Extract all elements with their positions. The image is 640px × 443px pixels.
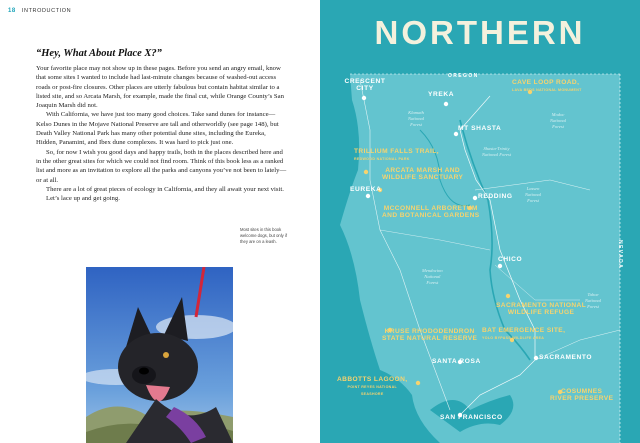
page-number: 18 xyxy=(8,8,16,14)
forest-label-line: Lassen xyxy=(526,186,540,191)
park-name-line: ARCATA MARSH AND xyxy=(385,167,461,174)
forest-shasta-trinity xyxy=(482,146,511,158)
park-subtitle: REDWOOD NATIONAL PARK xyxy=(354,157,410,161)
city-crescent-city xyxy=(344,78,386,92)
park-bat-emergence xyxy=(482,327,565,342)
forest-label-line: National Forest xyxy=(482,152,512,157)
map-title: NORTHERN xyxy=(374,14,586,51)
paragraph: There are a lot of great pieces of ecology in California, and they all await your next visit. xyxy=(46,185,284,193)
park-subtitle: LAVA BEDS NATIONAL MONUMENT xyxy=(512,88,582,92)
park-subtitle: POINT REYES NATIONAL xyxy=(347,385,397,389)
city-santa-rosa: SANTA ROSA xyxy=(432,358,481,365)
city-chico: CHICO xyxy=(498,256,523,263)
park-name: CAVE LOOP ROAD, xyxy=(512,79,580,86)
forest-label-line: Tahoe xyxy=(587,292,599,297)
paragraph: Let’s lace up and get going. xyxy=(46,195,120,203)
park-kruse-rhododendron xyxy=(382,328,477,342)
forest-label-line: Forest xyxy=(587,304,599,309)
park-name-line: AND BOTANICAL GARDENS xyxy=(382,212,480,219)
map-page xyxy=(320,0,640,443)
forest-label-line: Klamath xyxy=(408,110,424,115)
park-name-line: STATE NATURAL RESERVE xyxy=(382,335,478,342)
oregon-label: OREGON xyxy=(448,73,479,79)
park-name-line: COSUMNES xyxy=(561,388,603,395)
forest-label-line: Forest xyxy=(426,280,439,285)
park-subtitle: YOLO BYPASS WILDLIFE AREA xyxy=(482,336,545,340)
park-name-line: MCCONNELL ARBORETUM xyxy=(383,205,478,212)
forest-label-line: National xyxy=(408,116,425,121)
running-head xyxy=(8,8,71,14)
dog-photo xyxy=(86,267,233,443)
city-redding: REDDING xyxy=(478,193,513,200)
forest-label-line: Forest xyxy=(527,198,539,203)
city-eureka: EUREKA xyxy=(350,186,382,193)
park-cave-loop xyxy=(512,79,582,94)
park-name-line: WILDLIFE REFUGE xyxy=(507,309,575,316)
forest-label-line: Mendocino xyxy=(422,268,443,273)
forest-label-line: National xyxy=(424,274,441,279)
nevada-label: NEVADA xyxy=(617,240,623,270)
forest-label-line: National xyxy=(585,298,602,303)
forest-tahoe xyxy=(585,292,601,310)
section-heading: “Hey, What About Place X?” xyxy=(36,48,162,59)
section-name: INTRODUCTION xyxy=(21,8,72,14)
park-sacramento-refuge xyxy=(496,302,586,316)
park-name-line: KRUSE RHODODENDRON xyxy=(384,328,475,335)
forest-label-line: National xyxy=(550,118,567,123)
forest-mendocino xyxy=(422,268,443,286)
forest-lassen xyxy=(525,186,541,204)
city-mt-shasta: MT SHASTA xyxy=(458,125,502,132)
park-name: BAT EMERGENCE SITE, xyxy=(482,327,566,334)
city-sacramento: SACRAMENTO xyxy=(539,354,593,361)
forest-label-line: Modoc xyxy=(551,112,565,117)
park-name-line: WILDLIFE SANCTUARY xyxy=(382,174,464,181)
city-label: CRESCENT CITY xyxy=(344,78,386,92)
sidenote: Most sites in this book welcome dogs, but only if they are on a leash. xyxy=(240,227,288,244)
park-mcconnell-arboretum xyxy=(382,205,480,219)
park-name-line: SACRAMENTO NATIONAL xyxy=(496,302,587,309)
city-san-francisco: SAN FRANCISCO xyxy=(440,414,503,421)
forest-label-line: Shasta-Trinity xyxy=(483,146,510,151)
park-arcata-marsh xyxy=(382,167,463,181)
park-name: TRILLIUM FALLS TRAIL, xyxy=(354,148,439,155)
park-name-line: RIVER PRESERVE xyxy=(550,395,614,402)
park-name: ABBOTTS LAGOON, xyxy=(337,376,408,383)
paragraph: Your favorite place may not show up in these pages. Before you send an angry email, know that some sites I wanted to include had last-minute changes because of washed-out access roads or post-fire closures. Other places are utterly fabulous but contain habitat similar to a listed site, and so Arcata Marsh, for example, made the final cut, while Orange County’s San Joaquin Marsh did not. xyxy=(36,65,284,110)
park-cosumnes-river xyxy=(550,388,613,402)
park-trillium-falls xyxy=(354,148,439,163)
forest-klamath xyxy=(408,110,424,128)
forest-modoc xyxy=(550,112,566,130)
park-subtitle: SEASHORE xyxy=(360,392,384,396)
forest-label-line: Forest xyxy=(552,124,564,129)
paragraph: With California, we have just too many good choices. Take sand dunes for instance—Kelso Dunes in the Mojave National Preserve are tall and otherworldly (see page 148), but Death Valley National Park has many other potential dune sites, including the Eureka, Hidden, Panamint, and Ibex dune complexes. It was hard to pick just one. xyxy=(36,111,279,147)
city-yreka: YREKA xyxy=(428,91,455,98)
forest-label-line: National xyxy=(525,192,542,197)
paragraph: So, for now I wish you good days and happy trails, both in the places described here and in the other great sites for which we could not find room. Think of this book less as a ranked list and more as an invitation to explore all the parks and canyons you’ve not been to lately—or at all. xyxy=(36,148,287,184)
forest-label-line: Forest xyxy=(410,122,422,127)
park-abbotts-lagoon xyxy=(337,376,407,398)
body-text xyxy=(36,64,288,203)
